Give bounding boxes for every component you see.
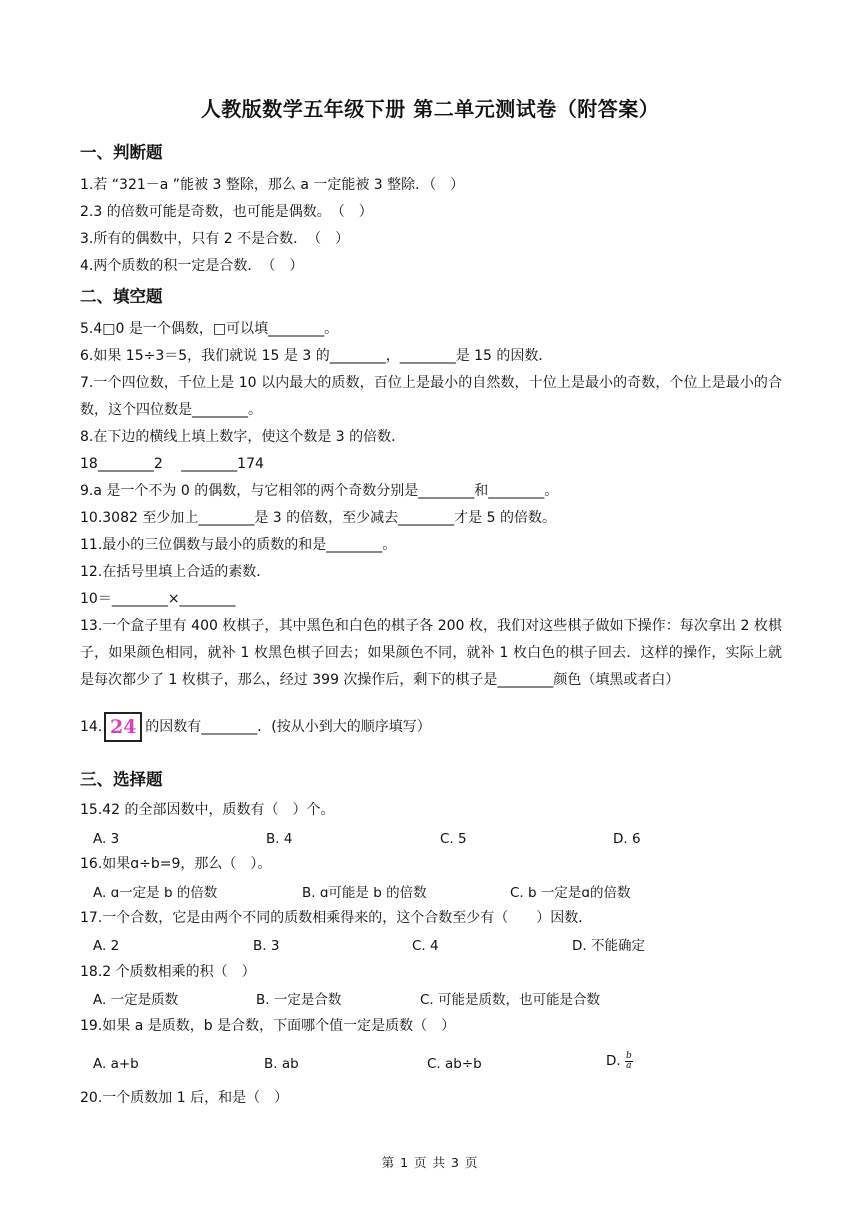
- page-footer: 第 1 页 共 3 页: [381, 1155, 479, 1170]
- q16-option-c[interactable]: C. b 一定是ɑ的倍数: [510, 885, 631, 901]
- question-7: 7.一个四位数，千位上是 10 以内最大的质数，百位上是最小的自然数，十位上是最小的奇数，个位上是最小的合数，这个四位数是________。: [80, 375, 782, 418]
- question-20: 20.一个质数加 1 后，和是（ ）: [80, 1090, 289, 1106]
- question-13: 13.一个盒子里有 400 枚棋子，其中黑色和白色的棋子各 200 枚，我们对这些棋子做如下操作：每次拿出 2 枚棋子，如果颜色相同，就补 1 枚黑色棋子回去；如果颜色不同，就补 1 枚白色的棋子回去．这样的操作，实际上就是每次都少了 1 枚棋子，那么，经过 399 次操作后，剩下的棋子是________颜色（填黑或者白）: [80, 618, 782, 688]
- q17-option-d[interactable]: D. 不能确定: [572, 938, 645, 954]
- question-10: 10.3082 至少加上________是 3 的倍数，至少减去________才是 5 的倍数。: [80, 510, 556, 526]
- q18-option-c[interactable]: C. 可能是质数，也可能是合数: [420, 992, 601, 1008]
- fraction-b-over-a: [625, 1052, 633, 1071]
- fraction-numerator: b: [625, 1050, 632, 1061]
- page-title: 人教版数学五年级下册 第二单元测试卷（附答案）: [200, 97, 660, 121]
- question-14: [80, 712, 782, 742]
- question-18: 18.2 个质数相乘的积（ ）: [80, 964, 256, 980]
- question-8: 8.在下边的横线上填上数字，使这个数是 3 的倍数．: [80, 429, 406, 445]
- q17-option-c[interactable]: C. 4: [412, 938, 439, 954]
- question-2: 2.3 的倍数可能是奇数，也可能是偶数。 （ ）: [80, 204, 373, 220]
- question-14-text: 的因数有________．(按从小到大的顺序填写）: [145, 719, 431, 735]
- section-choice: 三、选择题: [80, 770, 163, 789]
- question-17: 17.一个合数，它是由两个不同的质数相乘得来的，这个合数至少有（ ）因数．: [80, 910, 593, 926]
- q19-option-c[interactable]: C. ab÷b: [427, 1056, 482, 1072]
- question-9: 9.a 是一个不为 0 的偶数，与它相邻的两个奇数分别是________和________。: [80, 483, 559, 499]
- section-judgment: 一、判断题: [80, 143, 163, 162]
- question-6: 6.如果 15÷3＝5，我们就说 15 是 3 的________，________是 15 的因数．: [80, 348, 553, 364]
- q19-option-a[interactable]: A. a+b: [93, 1056, 139, 1072]
- section-fill-blank: 二、填空题: [80, 287, 163, 306]
- question-14-number: 14.: [80, 719, 103, 735]
- question-16: 16.如果ɑ÷b=9，那么（ ）。: [80, 856, 272, 872]
- question-1: 1.若 “321－a ”能被 3 整除，那么 a 一定能被 3 整除．（ ）: [80, 177, 465, 193]
- question-5: 5.4□0 是一个偶数，□可以填________。: [80, 321, 339, 337]
- question-8-blanks: 18________2 ________174: [80, 456, 264, 472]
- q15-option-c[interactable]: C. 5: [440, 831, 467, 847]
- question-12-equation: 10＝________×________: [80, 591, 236, 607]
- q16-option-b[interactable]: B. ɑ可能是 b 的倍数: [302, 885, 427, 901]
- q19-option-b[interactable]: B. ab: [264, 1056, 299, 1072]
- q15-option-a[interactable]: A. 3: [93, 831, 120, 847]
- question-15: 15.42 的全部因数中，质数有（ ）个。: [80, 802, 335, 818]
- question-12: 12.在括号里填上合适的素数．: [80, 564, 271, 580]
- number-24-image: 24: [104, 712, 142, 742]
- q17-option-b[interactable]: B. 3: [253, 938, 280, 954]
- q16-option-a[interactable]: A. ɑ一定是 b 的倍数: [93, 885, 218, 901]
- q18-option-a[interactable]: A. 一定是质数: [93, 992, 179, 1008]
- question-11: 11.最小的三位偶数与最小的质数的和是________。: [80, 537, 397, 553]
- question-19: 19.如果 a 是质数，b 是合数，下面哪个值一定是质数（ ）: [80, 1018, 456, 1034]
- q19-option-d-label: D.: [606, 1053, 621, 1069]
- fraction-denominator: a: [626, 1060, 632, 1071]
- question-3: 3.所有的偶数中，只有 2 不是合数． （ ）: [80, 231, 350, 247]
- q18-option-b[interactable]: B. 一定是合数: [256, 992, 342, 1008]
- q19-option-d[interactable]: [606, 1051, 633, 1071]
- q17-option-a[interactable]: A. 2: [93, 938, 120, 954]
- q15-option-b[interactable]: B. 4: [266, 831, 293, 847]
- question-4: 4.两个质数的积一定是合数． （ ）: [80, 258, 304, 274]
- q15-option-d[interactable]: D. 6: [613, 831, 641, 847]
